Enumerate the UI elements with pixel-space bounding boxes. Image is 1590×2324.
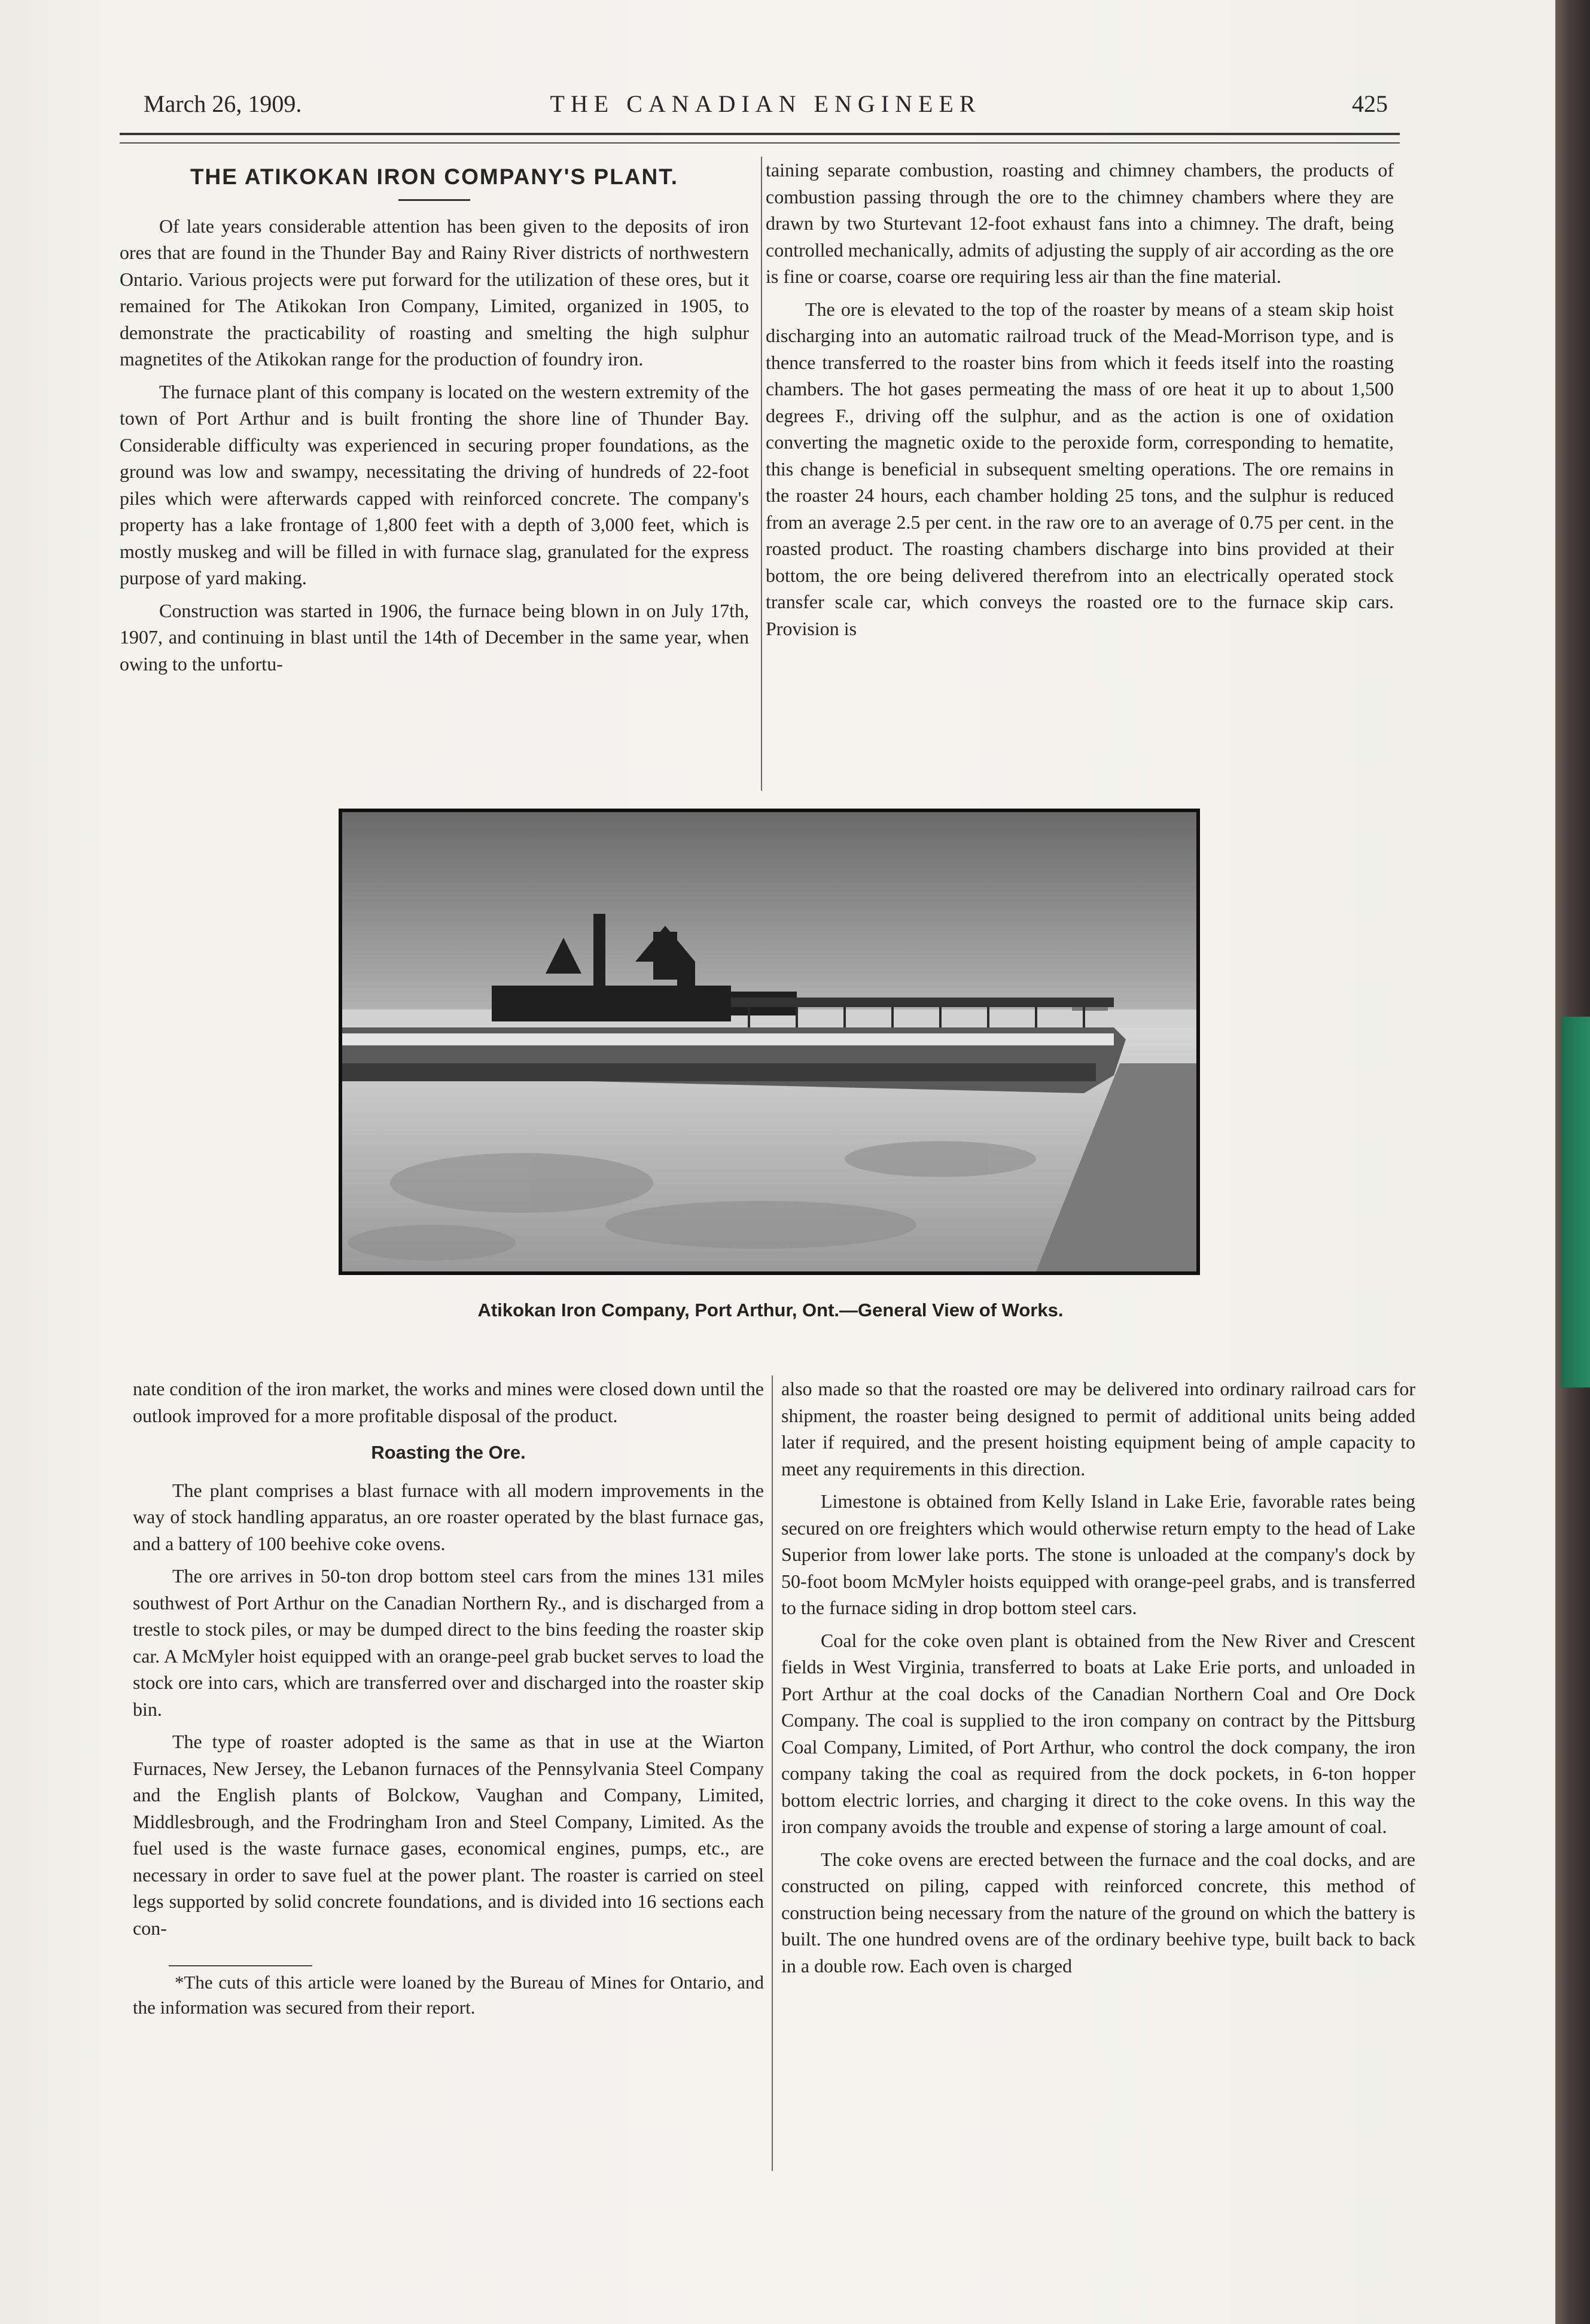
paragraph: The furnace plant of this company is located on the western extremity of the town of Port Arthur and is built fronting the shore line of Thunder Bay. Considerable difficulty was experienced in securing proper foundations, as the ground was low and swampy, necessitating the driving of hundreds of 22-foot piles which were afterwards capped with reinforced concrete. The company's property has a lake frontage of 1,800 feet with a depth of 3,000 feet, which is mostly muskeg and will be filled in with furnace slag, granulated for the express purpose of yard making. [120,380,749,588]
paragraph: also made so that the roasted ore may be delivered into ordinary railroad cars for shipment, the roaster being designed to permit of additional units being added later if required, and the present hoisting equipment being of ample capacity to meet any requirements in this direction. [781,1378,1415,1480]
figure-caption: Atikokan Iron Company, Port Arthur, Ont.—General View of Works. [477,1300,1064,1320]
header-rule-thick [120,133,1400,135]
paragraph: Of late years considerable attention has been given to the deposits of iron ores that are found in the Thunder Bay and Rainy River districts of northwestern Ontario. Various projects were put forward for the utilization of these ores, but it remained for The Atikokan Iron Company, Limited, organized in 1905, to demonstrate the practicability of roasting and smelting the high sulphur magnetites of the Atikokan range for the production of foundry iron. [120,215,749,370]
column-top-right [766,157,1394,642]
running-header [144,90,1388,126]
header-rule-thin [120,142,1400,144]
column-bottom-right [781,1376,1415,1979]
bookmark-tab [1561,1017,1590,1387]
section-heading: Roasting the Ore. [371,1442,526,1463]
column-divider-top [761,157,762,791]
paragraph: The ore arrives in 50-ton drop bottom steel cars from the mines 131 miles southwest of Port Arthur on the Canadian Northern Ry., and is discharged from a trestle to stock piles, or may be dumped direct to the bins feeding the roaster skip car. A McMyler hoist equipped with an orange-peel grab bucket serves to load the stock ore into cars, which are transferred over and discharged into the roaster skip bin. [133,1565,764,1720]
column-divider-bottom [772,1376,773,2171]
photo-image [342,812,1196,1271]
paragraph: The type of roaster adopted is the same as that in use at the Wiarton Furnaces, New Jersey, the Lebanon furnaces of the Pennsylvania Steel Company and the English plants of Bolckow, Vaughan and Company, Limited, Middlesbrough, and the Frodringham Iron and Steel Company, Limited. As the fuel used is the waste furnace gases, economical engines, pumps, etc., are necessary in order to save fuel at the power plant. The roaster is carried on steel legs supported by solid concrete foundations, and is divided into 16 sections each con- [133,1731,764,1939]
publication-title: THE CANADIAN ENGINEER [550,90,982,117]
paragraph: The plant comprises a blast furnace with all modern improvements in the way of stock handling apparatus, an ore roaster operated by the blast furnace gas, and a battery of 100 beehive coke ovens. [133,1479,764,1554]
paragraph: taining separate combustion, roasting and chimney chambers, the products of combustion passing through the ore to the chimney chambers where they are drawn by two Sturtevant 12-foot exhaust fans into a chimney. The draft, being controlled mechanically, admits of adjusting the supply of air according as the ore is fine or coarse, coarse ore requiring less air than the fine material. [766,159,1394,287]
paragraph: Construction was started in 1906, the furnace being blown in on July 17th, 1907, and continuing in blast until the 14th of December in the same year, when owing to the unfortu- [120,599,749,675]
paragraph: The ore is elevated to the top of the roaster by means of a steam skip hoist discharging into an automatic railroad truck of the Mead-Morrison type, and is thence transferred to the roaster bins from which it feeds itself into the roasting chambers. The hot gases permeating the mass of ore heat it up to about 1,500 degrees F., driving off the sulphur, and as the action is one of oxidation converting the magnetic oxide to the peroxide form, corresponding to hematite, this change is beneficial in subsequent smelting operations. The ore remains in the roaster 24 hours, each chamber holding 25 tons, and the sulphur is reduced from an average 2.5 per cent. in the raw ore to an average of 0.75 per cent. in the roasted product. The roasting chambers discharge into bins provided at their bottom, the ore being delivered therefrom into an electrically operated stock transfer scale car, which conveys the roasted ore to the furnace skip cars. Provision is [766,298,1394,639]
article-title: THE ATIKOKAN IRON COMPANY'S PLANT. [190,164,679,189]
paragraph: nate condition of the iron market, the works and mines were closed down until the outlook improved for a more profitable disposal of the product. [133,1378,764,1426]
issue-date: March 26, 1909. [144,90,302,117]
works-photograph [339,809,1200,1275]
column-bottom-left [133,1376,764,2020]
page-number: 425 [1352,90,1388,117]
column-top-left [120,157,749,677]
footnote-rule [169,1965,312,1966]
footnote: *The cuts of this article were loaned by the Bureau of Mines for Ontario, and the information was secured from their report. [133,1972,764,2018]
paragraph: The coke ovens are erected between the furnace and the coal docks, and are constructed on piling, capped with reinforced concrete, this method of construction being necessary from the nature of the ground on which the battery is built. The one hundred ovens are of the ordinary beehive type, built back to back in a double row. Each oven is charged [781,1848,1415,1977]
title-rule [398,199,470,201]
paragraph: Limestone is obtained from Kelly Island in Lake Erie, favorable rates being secured on ore freighters which would otherwise return empty to the head of Lake Superior from lower lake ports. The stone is unloaded at the company's dock by 50-foot boom McMyler hoists equipped with orange-peel grabs, and is transferred to the furnace siding in drop bottom steel cars. [781,1490,1415,1618]
paragraph: Coal for the coke oven plant is obtained from the New River and Crescent fields in West Virginia, transferred to boats at Lake Erie ports, and unloaded in Port Arthur at the coal docks of the Canadian Northern Coal and Ore Dock Company. The coal is supplied to the iron company on contract by the Pittsburg Coal Company, Limited, of Port Arthur, who control the dock company, the iron company taking the coal as required from the dock pockets, in 6-ton hopper bottom electric lorries, and charging it direct to the coke ovens. In this way the iron company avoids the trouble and expense of storing a large amount of coal. [781,1629,1415,1837]
